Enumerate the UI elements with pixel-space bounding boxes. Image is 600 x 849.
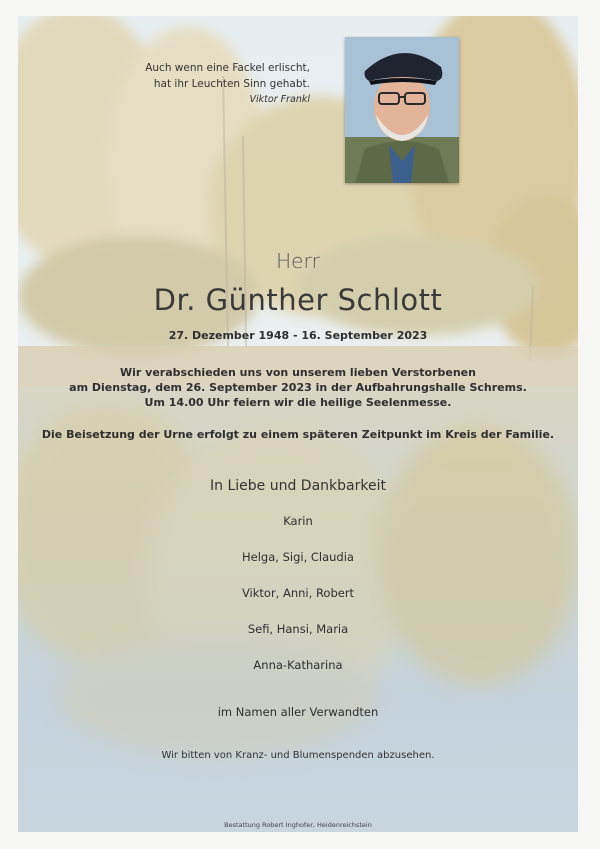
- quote-author: Viktor Frankl: [249, 94, 310, 105]
- farewell-line: am Dienstag, dem 26. September 2023 in der Aufbahrungshalle Schrems.: [69, 381, 527, 394]
- quote-line: Auch wenn eine Fackel erlischt,: [145, 62, 310, 74]
- quote-block: [50, 60, 310, 108]
- portrait-image: [345, 37, 459, 183]
- mourner-line: Viktor, Anni, Robert: [241, 586, 355, 600]
- farewell-line: Wir verabschieden uns von unserem lieben Verstorbenen: [120, 366, 476, 379]
- farewell-message: [18, 365, 578, 410]
- mourner-line: Karin: [283, 514, 313, 528]
- funeral-home-footer: Bestattung Robert Inghofer, Heidenreichstein: [224, 821, 372, 829]
- life-dates: 27. Dezember 1948 - 16. September 2023: [168, 329, 428, 342]
- obituary-card: [18, 16, 578, 832]
- quote-line: hat ihr Leuchten Sinn gehabt.: [153, 78, 310, 90]
- mourner-line: Sefi, Hansi, Maria: [247, 622, 349, 636]
- farewell-line: Um 14.00 Uhr feiern wir die heilige Seelenmesse.: [144, 396, 452, 409]
- burial-note: Die Beisetzung der Urne erfolgt zu einem späteren Zeitpunkt im Kreis der Familie.: [41, 428, 555, 441]
- portrait-photo: [345, 37, 459, 183]
- donation-request: Wir bitten von Kranz- und Blumenspenden abzusehen.: [161, 750, 435, 761]
- mourner-line: im Namen aller Verwandten: [217, 705, 379, 719]
- mourner-line: Helga, Sigi, Claudia: [242, 550, 354, 564]
- deceased-name: Dr. Günther Schlott: [153, 283, 443, 317]
- closing-line: In Liebe und Dankbarkeit: [210, 478, 386, 494]
- salutation: Herr: [276, 249, 320, 273]
- mourner-line: Anna-Katharina: [253, 658, 343, 672]
